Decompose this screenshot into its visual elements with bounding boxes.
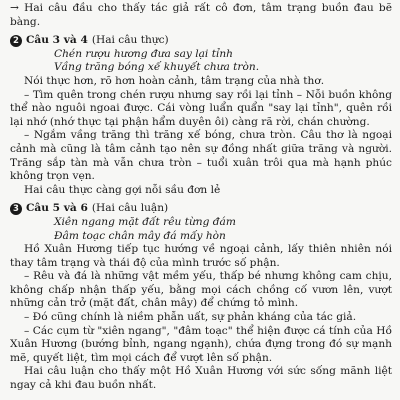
verse-block [10,216,392,243]
section-note: (Hai câu thực) [91,34,169,47]
body-paragraph: – Rêu và đá là những vật mềm yếu, thấp bé nhưng không cam chịu, không chấp nhận thấp yếu, bằng mọi cách chồng cố vươn lên, vượt những cản trở (mặt đất, chân mây) để chứng tỏ mình. [10,270,392,310]
body-paragraph: – Các cụm từ "xiên ngang", "đâm toạc" thể hiện được cá tính của Hồ Xuân Hương (bướng bỉnh, ngang ngạnh), chứa đựng trong đó sự mạnh mẽ, quyết liệt, tìm mọi cách để vượt lên số phận. [10,324,392,364]
verse-line: Chén rượu hương đưa say lại tỉnh [54,47,233,60]
section-title: Câu 5 và 6 [26,202,88,215]
intro-paragraph: → Hai câu đầu cho thấy tác giả rất cô đơn, tâm trạng buồn đau bẽ bàng. [10,2,392,28]
verse-line: Xiên ngang mặt đất rêu từng đám [54,215,236,228]
section-heading-cau-3-4 [10,34,392,48]
body-paragraph: – Tìm quên trong chén rượu nhưng say rồi lại tỉnh – Nỗi buồn không thể nào nguôi ngoai được. Cái vòng luẩn quẩn "say lại tỉnh", quên rồi lại nhớ (nhớ thực tại phận hẩm duyên ôi) càng rã rời, chán chường. [10,88,392,128]
verse-line: Đâm toạc chân mây đá mấy hòn [54,229,226,242]
body-paragraph: Nói thực hơn, rõ hơn hoàn cảnh, tâm trạng của nhà thơ. [24,74,325,87]
body-paragraph: – Đó cũng chính là niềm phẫn uất, sự phản kháng của tác giả. [24,311,357,324]
verse-block [10,48,392,75]
body-paragraph: – Ngắm vầng trăng thì trăng xế bóng, chưa tròn. Câu thơ là ngoại cảnh mà cũng là tâm cảnh tạo nên sự đồng nhất giữa trăng và người. Trăng sắp tàn mà vẫn chưa tròn – tuổi xuân trôi qua mà hạnh phúc không trọn vẹn. [10,129,392,183]
body-paragraph: Hồ Xuân Hương tiếp tục hướng về ngoại cảnh, lấy thiên nhiên nói thay tâm trạng và thái độ của mình trước số phận. [10,243,392,269]
section-number-badge: 3 [10,203,22,215]
body-paragraph: Hai câu thực càng gợi nỗi sầu đơn lẻ [24,183,221,196]
section-title: Câu 3 và 4 [26,34,88,47]
section-number-badge: 2 [10,35,22,47]
section-heading-cau-5-6 [10,202,392,216]
verse-line: Vầng trăng bóng xế khuyết chưa tròn. [54,61,260,74]
section-note: (Hai câu luận) [91,202,169,215]
body-paragraph: Hai câu luận cho thấy một Hồ Xuân Hương với sức sống mãnh liệt ngay cả khi đau buồn nhất. [10,365,392,392]
